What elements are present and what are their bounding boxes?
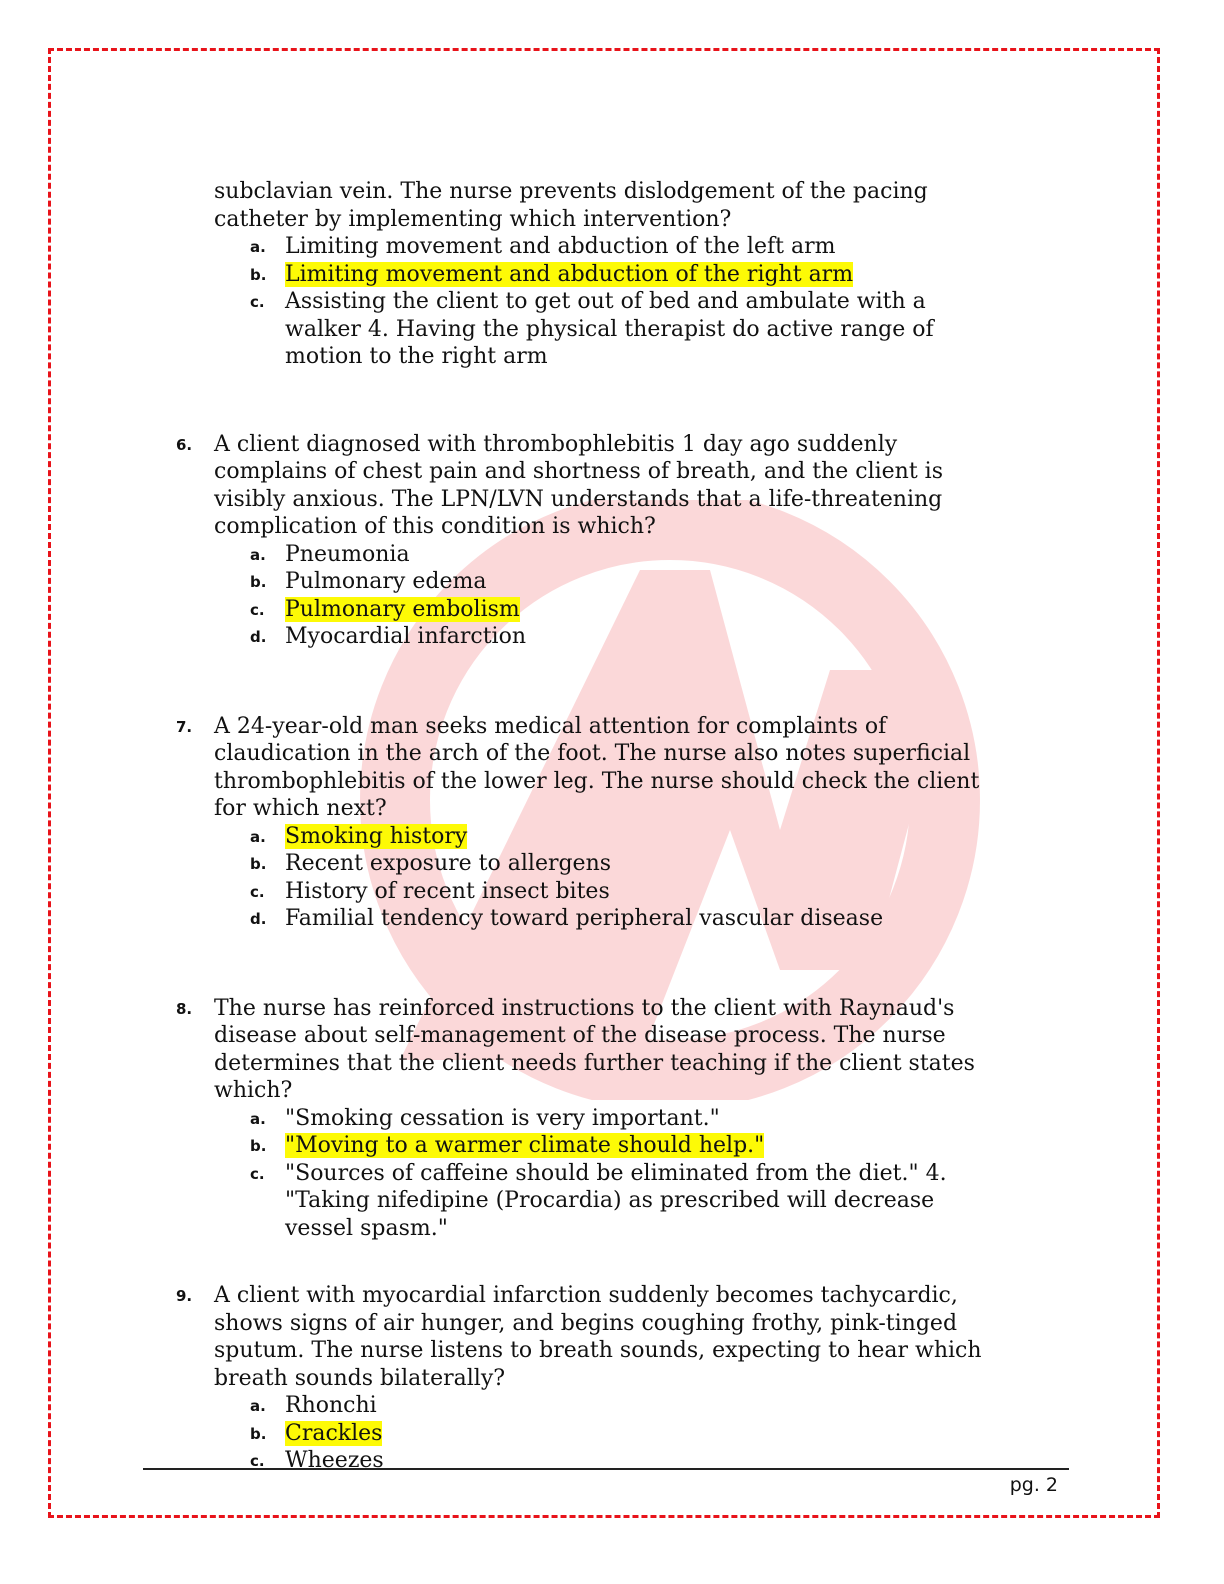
answer-option [214, 1105, 1000, 1133]
correct-answer-text: Pulmonary embolism [285, 596, 520, 622]
option-text: Assisting the client to get out of bed and ambulate with a walker 4. Having the physical therapist do active range of motion to the right arm [285, 289, 934, 369]
option-text: Recent exposure to allergens [285, 851, 612, 876]
answer-option [214, 823, 1000, 851]
question-number: 9. [176, 1287, 193, 1305]
question-number: 6. [176, 435, 193, 454]
answer-options [214, 233, 1000, 371]
answer-option [214, 850, 1000, 878]
answer-option [214, 1132, 1000, 1160]
question-stem: A 24-year-old man seeks medical attention for complaints of claudication in the arch of the foot. The nurse also notes superficial thrombophlebitis of the lower leg. The nurse should check the client for which next? [214, 713, 980, 821]
option-letter: b. [250, 855, 267, 873]
answer-option [214, 623, 1000, 651]
correct-answer-text: "Moving to a warmer climate should help." [285, 1133, 765, 1158]
answer-option [214, 261, 1000, 289]
answer-option [214, 878, 1000, 906]
question-item [170, 995, 1000, 1243]
option-letter: d. [250, 910, 267, 928]
footer-rule [143, 1468, 1069, 1470]
option-letter: b. [250, 1424, 267, 1443]
option-text: Rhonchi [285, 1393, 377, 1418]
answer-option [214, 541, 1000, 569]
question-item [170, 1282, 1000, 1475]
page-number: pg. 2 [1009, 1474, 1058, 1496]
correct-answer-text: Limiting movement and abduction of the right arm [285, 261, 854, 287]
option-text: Myocardial infarction [285, 624, 527, 649]
question-stem: The nurse has reinforced instructions to the client with Raynaud's disease about self-management of the disease process. The nurse determines that the client needs further teaching if the client states which? [214, 995, 975, 1103]
option-letter: b. [250, 573, 267, 591]
option-letter: a. [250, 1397, 266, 1415]
option-text: History of recent insect bites [285, 878, 610, 904]
option-letter: c. [250, 293, 265, 311]
answer-option [214, 905, 1000, 933]
option-letter: a. [250, 827, 266, 846]
option-letter: a. [250, 545, 266, 564]
question-item [170, 431, 1000, 651]
answer-option [214, 568, 1000, 596]
option-letter: c. [250, 882, 265, 901]
answer-option [214, 596, 1000, 624]
correct-answer-text: Crackles [285, 1420, 383, 1446]
question-item [170, 713, 1000, 933]
question-stem: A client with myocardial infarction suddenly becomes tachycardic, shows signs of air hunger, and begins coughing frothy, pink-tinged sputum. The nurse listens to breath sounds, expecting to hear which breath sounds bilaterally? [214, 1283, 982, 1391]
option-letter: b. [250, 1137, 267, 1155]
option-text: Wheezes [285, 1448, 384, 1473]
question-stem: A client diagnosed with thrombophlebitis 1 day ago suddenly complains of chest pain and shortness of breath, and the client is visibly anxious. The LPN/LVN understands that a life-threatening complication of this condition is which? [214, 431, 943, 539]
option-letter: a. [250, 1109, 266, 1128]
answer-options [214, 1392, 1000, 1475]
question-number: 7. [176, 717, 193, 736]
option-text: Familial tendency toward peripheral vascular disease [285, 906, 884, 931]
answer-option [214, 1160, 1000, 1243]
option-text: "Smoking cessation is very important." [285, 1105, 720, 1131]
answer-options [214, 823, 1000, 933]
answer-option [214, 1420, 1000, 1448]
option-text: Pneumonia [285, 541, 410, 567]
option-letter: c. [250, 1164, 265, 1183]
answer-option [214, 288, 1000, 371]
answer-options [214, 1105, 1000, 1243]
question-stem: subclavian vein. The nurse prevents dislodgement of the pacing catheter by implementing which intervention? [214, 179, 928, 232]
option-letter: c. [250, 600, 265, 619]
question-item [170, 178, 1000, 371]
question-list [170, 178, 1000, 1475]
correct-answer-text: Smoking history [285, 823, 468, 849]
option-letter: a. [250, 238, 266, 256]
answer-option [214, 1392, 1000, 1420]
answer-option [214, 1447, 1000, 1475]
option-text: Pulmonary edema [285, 569, 487, 594]
option-letter: b. [250, 265, 267, 284]
answer-option [214, 233, 1000, 261]
answer-options [214, 541, 1000, 651]
option-text: Limiting movement and abduction of the left arm [285, 234, 836, 259]
question-number: 8. [176, 999, 193, 1018]
option-letter: d. [250, 628, 267, 646]
option-letter: c. [250, 1452, 265, 1470]
option-text: "Sources of caffeine should be eliminated from the diet." 4. "Taking nifedipine (Procardia) as prescribed will decrease vessel spasm." [285, 1160, 947, 1241]
